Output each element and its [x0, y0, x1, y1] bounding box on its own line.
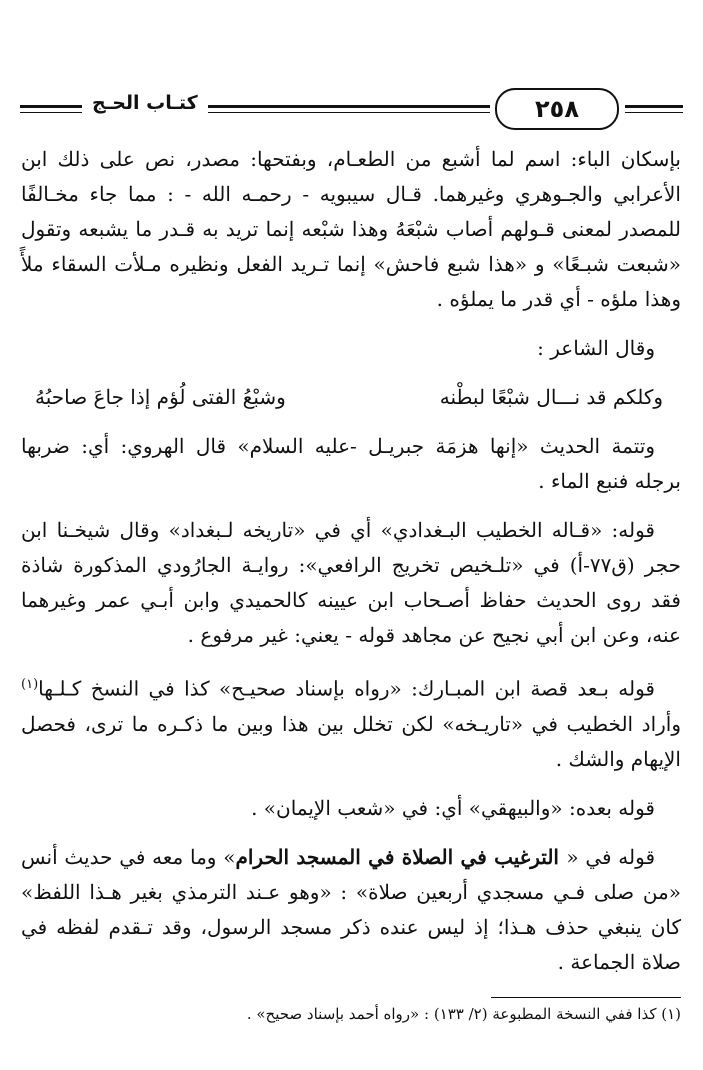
paragraph-5-text: قوله بـعد قصة ابن المبـارك: «رواه بإسناد صحيـح» كذا في النسخ كـلـها — [38, 676, 655, 701]
footnote-reference: (١) — [21, 677, 39, 692]
verse-first-hemistich: وكلكم قد نـــال شبْعًا لبطْنه — [439, 385, 663, 409]
paragraph-3: وتتمة الحديث «إنها هزمَة جبريـل -عليه السلام» قال الهروي: أي: ضربها برجله فنبع الماء . — [21, 434, 681, 493]
paragraph-5-continuation: وأراد الخطيب في «تاريـخه» لكن تخلل بين هذا وبين ما ذكـره ما ترى، فحصل الإيهام والشك . — [21, 711, 681, 771]
page-number: ٢٥٨ — [495, 88, 619, 130]
running-title: كتـاب الحـج — [82, 92, 208, 114]
paragraph-2: وقال الشاعر : — [537, 336, 655, 360]
poetry-verse — [21, 380, 681, 415]
paragraph-6: قوله بعده: «والبيهقي» أي: في «شعب الإيمان» . — [251, 795, 655, 820]
verse-second-hemistich: وشبْعُ الفتى لُؤم إذا جاعَ صاحبُهُ — [35, 385, 286, 409]
paragraph-7-start: قوله في « — [566, 844, 656, 869]
paragraph-4: قوله: «قـاله الخطيب البـغدادي» أي في «تاريخه لـبغداد» وقال شيخـنا ابن حجر (ق٧٧-أ) في «تلـخيص تخريج الرافعي»: روايـة الجارُودي المذكورة شاذة فقد روى الحديث حفاظ أصـحاب ابن عيينه كالحميدي وابن أبـي عمر وغيرهما عنه، وعن ابن أبي نجيح عن مجاهد قوله - يعني: غير مرفوع . — [21, 518, 681, 647]
page-header — [0, 90, 703, 130]
body-text — [21, 142, 681, 994]
footnote-divider — [491, 997, 681, 998]
header-rule-right — [625, 105, 683, 113]
paragraph-7 — [21, 840, 681, 980]
footnote: (١) كذا ففي النسخة المطبوعة (٢/ ١٣٣) : «رواه أحمد بإسناد صحيح» . — [246, 1005, 681, 1023]
paragraph-7-rest: » وما معه في حديث أنس «من صلى فـي مسجدي أربعين صلاة» : «وهو عـند الترمذي بغير هـذا اللفظ» كان ينبغي حذف هـذا؛ إذ ليس عنده ذكر مسجد الرسول، وقد تـقدم لفظه في صلاة الجماعة . — [21, 844, 681, 974]
paragraph-1: بإسكان الباء: اسم لما أشبع من الطعـام، وبفتحها: مصدر، نص على ذلك ابن الأعرابي والجـوهري وغيرهما. قـال سيبويه - رحمـه الله - : مما جاء مخـالفًا للمصدر لمعنى قـولهم أصاب شبْعَهُ وهذا شبْعه إنما تريد به قـدر ما يشبعه وتقول «شبعت شبـعًا» و «هذا شبع فاحش» إنما تـريد الفعل ونظيره مـلأت السقاء ملأً وهذا ملؤه - أي قدر ما يملؤه . — [21, 147, 681, 311]
paragraph-7-bold-title: الترغيب في الصلاة في المسجد الحرام — [235, 844, 567, 869]
paragraph-5 — [21, 667, 681, 777]
